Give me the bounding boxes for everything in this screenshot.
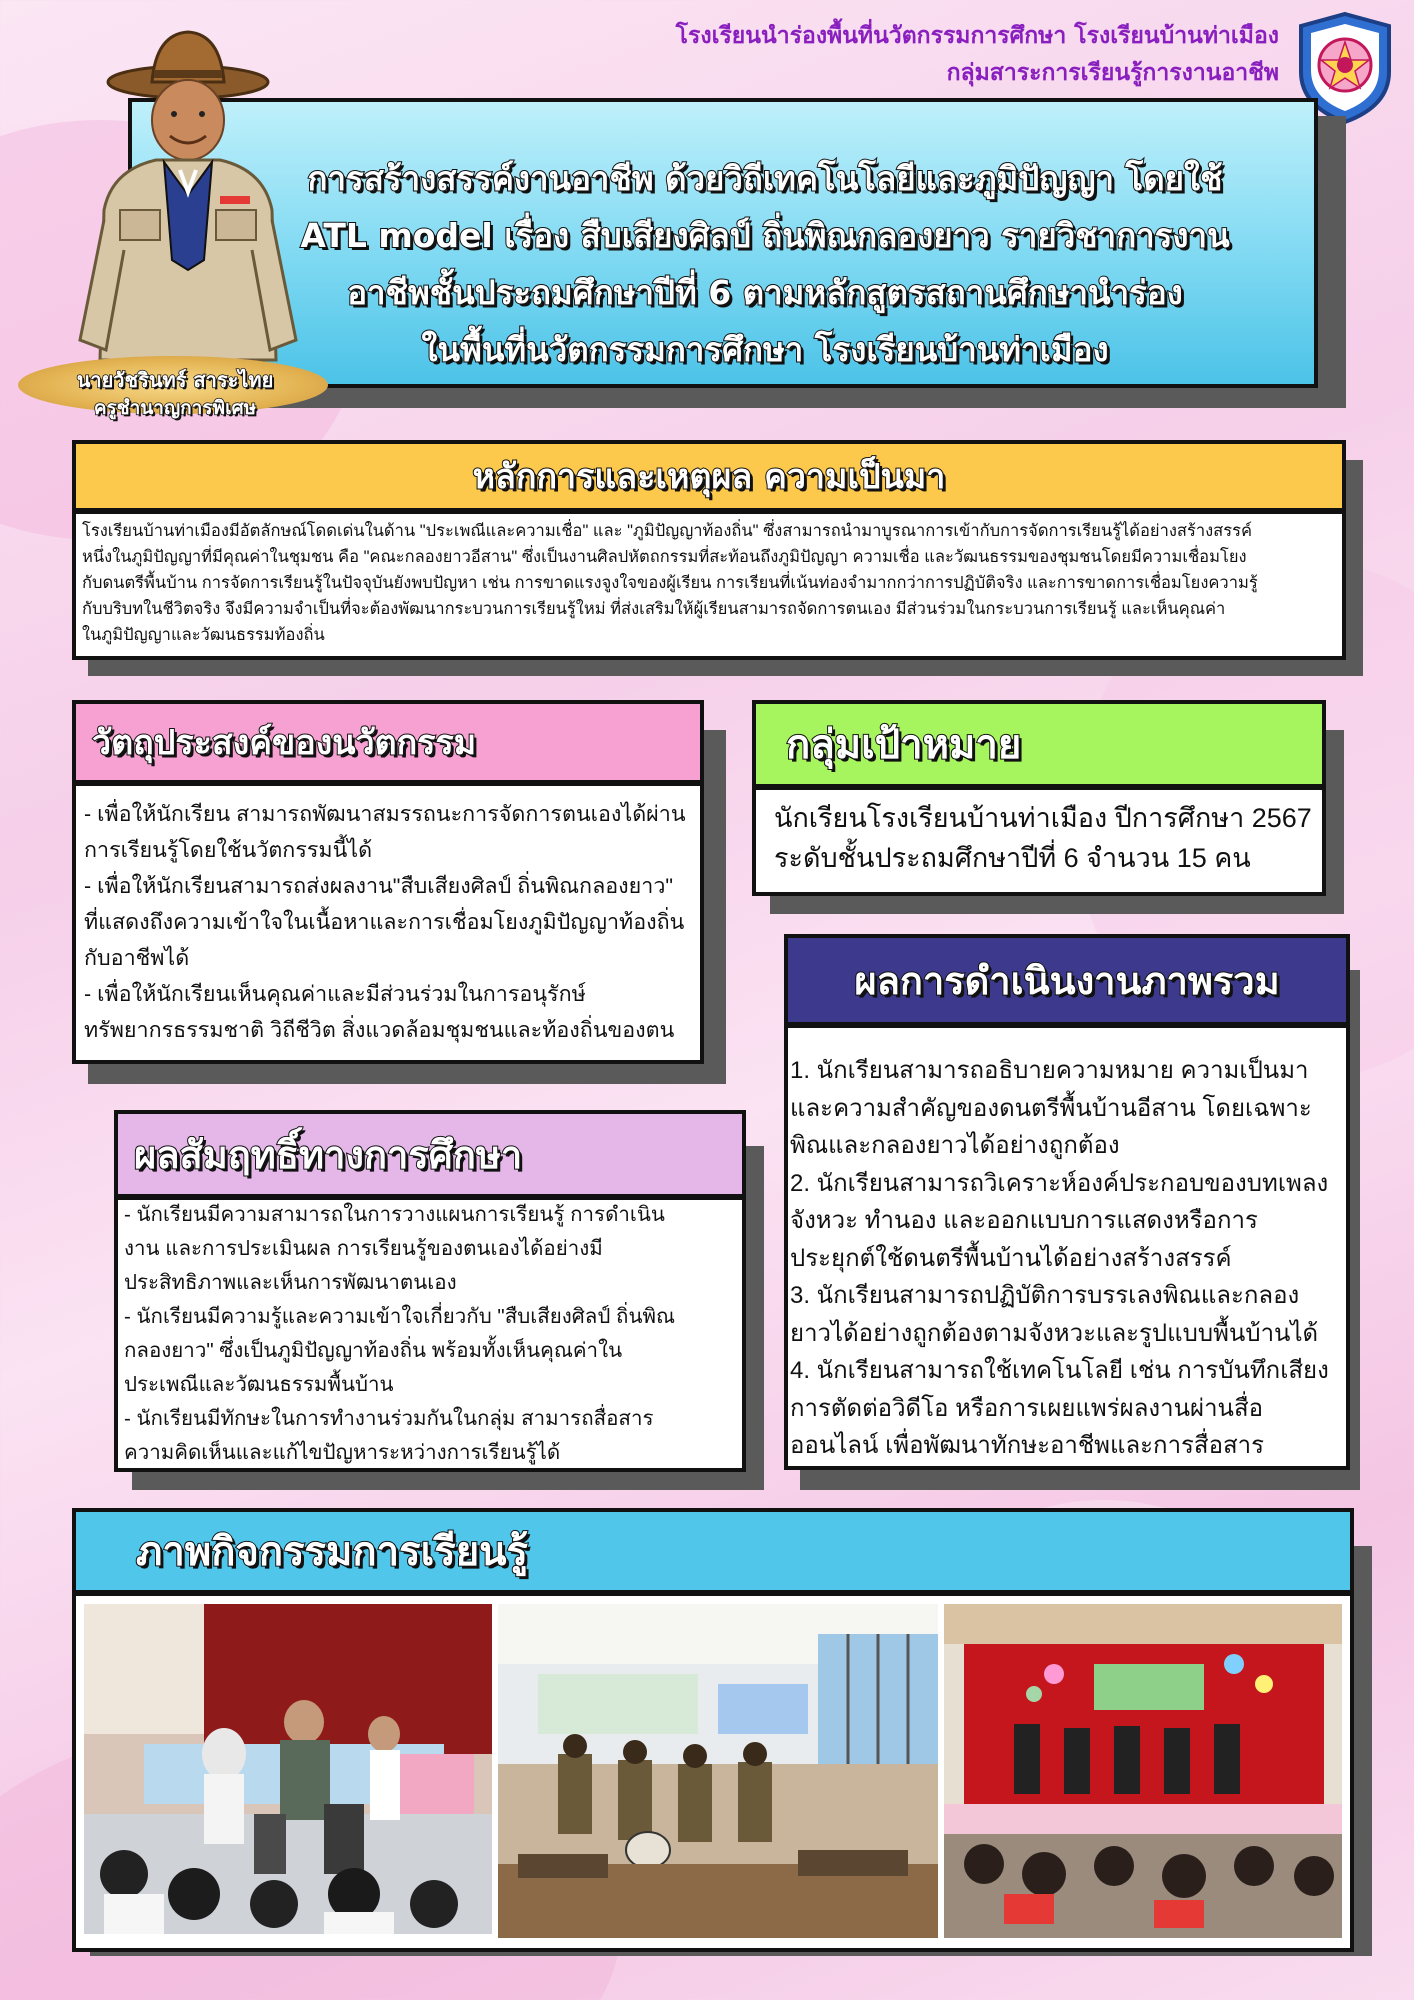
result-line: ประยุกต์ใช้ดนตรีพื้นบ้านได้อย่างสร้างสรรค์ bbox=[790, 1244, 1232, 1272]
gallery-header bbox=[72, 1508, 1354, 1594]
title-line: อาชีพชั้นประถมศึกษาปีที่ 6 ตามหลักสูตรสถานศึกษานำร่อง bbox=[347, 273, 1183, 312]
result-line: 4. นักเรียนสามารถใช้เทคโนโลยี เช่น การบันทึกเสียง bbox=[790, 1357, 1329, 1384]
target-line: นักเรียนโรงเรียนบ้านท่าเมือง ปีการศึกษา 2567 bbox=[774, 803, 1312, 833]
outcome-line: งาน และการประเมินผล การเรียนรู้ของตนเองได้อย่างมี bbox=[124, 1237, 603, 1260]
results-body bbox=[790, 1052, 1346, 1465]
objective-line: กับอาชีพได้ bbox=[84, 946, 190, 970]
objective-line: ทรัพยากรธรรมชาติ วิถีชีวิต สิ่งแวดล้อมชุมชนและท้องถิ่นของตน bbox=[84, 1018, 675, 1042]
rationale-header bbox=[72, 440, 1346, 512]
rationale-line: โรงเรียนบ้านท่าเมืองมีอัตลักษณ์โดดเด่นในด้าน "ประเพณีและความเชื่อ" และ "ภูมิปัญญาท้องถิ่น" ซึ่งสามารถนำมาบูรณาการเข้ากับการจัดการเรียนรู้ได้อย่างสร้างสรรค์ bbox=[82, 522, 1252, 540]
title-line: ATL model เรื่อง สืบเสียงศิลป์ ถิ่นพิณกลองยาว รายวิชาการงาน bbox=[300, 216, 1230, 255]
target-line: ระดับชั้นประถมศึกษาปีที่ 6 จำนวน 15 คน bbox=[774, 843, 1251, 873]
rationale-body bbox=[82, 518, 1342, 648]
outcome-line: - นักเรียนมีความสามารถในการวางแผนการเรียนรู้ การดำเนิน bbox=[124, 1203, 665, 1226]
objective-line: การเรียนรู้โดยใช้นวัตกรรมนี้ได้ bbox=[84, 838, 373, 862]
objectives-heading: วัตถุประสงค์ของนวัตกรรม bbox=[92, 723, 477, 763]
gallery-heading: ภาพกิจกรรมการเรียนรู้ bbox=[136, 1529, 528, 1575]
activity-photo-classroom-performance bbox=[498, 1604, 938, 1938]
outcomes-body bbox=[124, 1198, 738, 1470]
outcomes-header bbox=[114, 1110, 746, 1198]
rationale-line: ในภูมิปัญญาและวัฒนธรรมท้องถิ่น bbox=[82, 626, 325, 644]
result-line: พิณและกลองยาวได้อย่างถูกต้อง bbox=[790, 1132, 1120, 1159]
results-heading: ผลการดำเนินงานภาพรวม bbox=[854, 958, 1280, 1003]
result-line: จังหวะ ทำนอง และออกแบบการแสดงหรือการ bbox=[790, 1207, 1258, 1234]
result-line: 2. นักเรียนสามารถวิเคราะห์องค์ประกอบของบทเพลง bbox=[790, 1169, 1329, 1197]
activity-photo-stage-performance bbox=[944, 1604, 1342, 1938]
result-line: ออนไลน์ เพื่อพัฒนาทักษะอาชีพและการสื่อสาร bbox=[790, 1432, 1265, 1459]
objectives-header bbox=[72, 700, 704, 784]
rationale-line: หนึ่งในภูมิปัญญาที่มีคุณค่าในชุมชน คือ "คณะกลองยาวอีสาน" ซึ่งเป็นงานศิลปหัตถกรรมที่สะท้อนถึงภูมิปัญญา ความเชื่อ และวัฒนธรรมของชุมชนโดยมีความเชื่อมโยง bbox=[82, 548, 1247, 566]
poster-title bbox=[195, 150, 1335, 378]
result-line: 1. นักเรียนสามารถอธิบายความหมาย ความเป็นมา bbox=[790, 1057, 1309, 1084]
results-header bbox=[784, 934, 1350, 1026]
result-line: การตัดต่อวิดีโอ หรือการเผยแพร่ผลงานผ่านสื่อ bbox=[790, 1394, 1264, 1422]
author-name: นายวัชรินทร์ สาระไทย bbox=[76, 368, 274, 392]
objective-line: - เพื่อให้นักเรียน สามารถพัฒนาสมรรถนะการจัดการตนเองได้ผ่าน bbox=[84, 802, 686, 826]
subject-group-line: กลุ่มสาระการเรียนรู้การงานอาชีพ bbox=[946, 60, 1279, 86]
result-line: 3. นักเรียนสามารถปฏิบัติการบรรเลงพิณและกลอง bbox=[790, 1282, 1300, 1309]
objective-line: - เพื่อให้นักเรียนเห็นคุณค่าและมีส่วนร่วมในการอนุรักษ์ bbox=[84, 982, 586, 1006]
outcomes-heading: ผลสัมฤทธิ์ทางการศึกษา bbox=[134, 1132, 523, 1177]
school-name-line: โรงเรียนนำร่องพื้นที่นวัตกรรมการศึกษา โรงเรียนบ้านท่าเมือง bbox=[675, 23, 1279, 49]
outcome-line: ความคิดเห็นและแก้ไขปัญหาระหว่างการเรียนรู้ได้ bbox=[124, 1441, 561, 1464]
rationale-line: กับดนตรีพื้นบ้าน การจัดการเรียนรู้ในปัจจุบันยังพบปัญหา เช่น การขาดแรงจูงใจของผู้เรียน การเรียนที่เน้นท่องจำมากกว่าการปฏิบัติจริง และการขาดการเชื่อมโยงความรู้ bbox=[82, 574, 1258, 592]
objective-line: - เพื่อให้นักเรียนสามารถส่งผลงาน"สืบเสียงศิลป์ ถิ่นพิณกลองยาว" bbox=[84, 874, 674, 898]
outcome-line: ประสิทธิภาพและเห็นการพัฒนาตนเอง bbox=[124, 1271, 457, 1294]
target-body bbox=[774, 798, 1322, 878]
rationale-heading: หลักการและเหตุผล ความเป็นมา bbox=[472, 457, 946, 497]
outcome-line: - นักเรียนมีทักษะในการทำงานร่วมกันในกลุ่ม สามารถสื่อสาร bbox=[124, 1407, 654, 1430]
target-header bbox=[752, 700, 1326, 788]
title-line: ในพื้นที่นวัตกรรมการศึกษา โรงเรียนบ้านท่าเมือง bbox=[421, 330, 1109, 369]
author-position: ครูชำนาญการพิเศษ bbox=[93, 397, 257, 419]
result-line: ยาวได้อย่างถูกต้องตามจังหวะและรูปแบบพื้นบ้านได้ bbox=[790, 1319, 1319, 1347]
outcome-line: - นักเรียนมีความรู้และความเข้าใจเกี่ยวกับ "สืบเสียงศิลป์ ถิ่นพิณ bbox=[124, 1305, 675, 1328]
objective-line: ที่แสดงถึงความเข้าใจในเนื้อหาและการเชื่อมโยงภูมิปัญญาท้องถิ่น bbox=[84, 910, 685, 934]
objectives-body bbox=[84, 796, 700, 1048]
target-heading: กลุ่มเป้าหมาย bbox=[786, 722, 1022, 768]
rationale-line: กับบริบทในชีวิตจริง จึงมีความจำเป็นที่จะต้องพัฒนากระบวนการเรียนรู้ใหม่ ที่ส่งเสริมให้ผู้เรียนสามารถจัดการตนเอง มีส่วนร่วมในกระบวนการเรียนรู้ และเห็นคุณค่า bbox=[82, 600, 1226, 618]
title-line: การสร้างสรรค์งานอาชีพ ด้วยวิถีเทคโนโลยีและภูมิปัญญา โดยใช้ bbox=[307, 159, 1223, 198]
result-line: และความสำคัญของดนตรีพื้นบ้านอีสาน โดยเฉพาะ bbox=[790, 1094, 1312, 1122]
activity-photo-drum-lesson bbox=[84, 1604, 492, 1934]
teacher-portrait bbox=[60, 20, 330, 380]
outcome-line: กลองยาว" ซึ่งเป็นภูมิปัญญาท้องถิ่น พร้อมทั้งเห็นคุณค่าใน bbox=[124, 1339, 623, 1362]
outcome-line: ประเพณีและวัฒนธรรมพื้นบ้าน bbox=[124, 1373, 394, 1396]
